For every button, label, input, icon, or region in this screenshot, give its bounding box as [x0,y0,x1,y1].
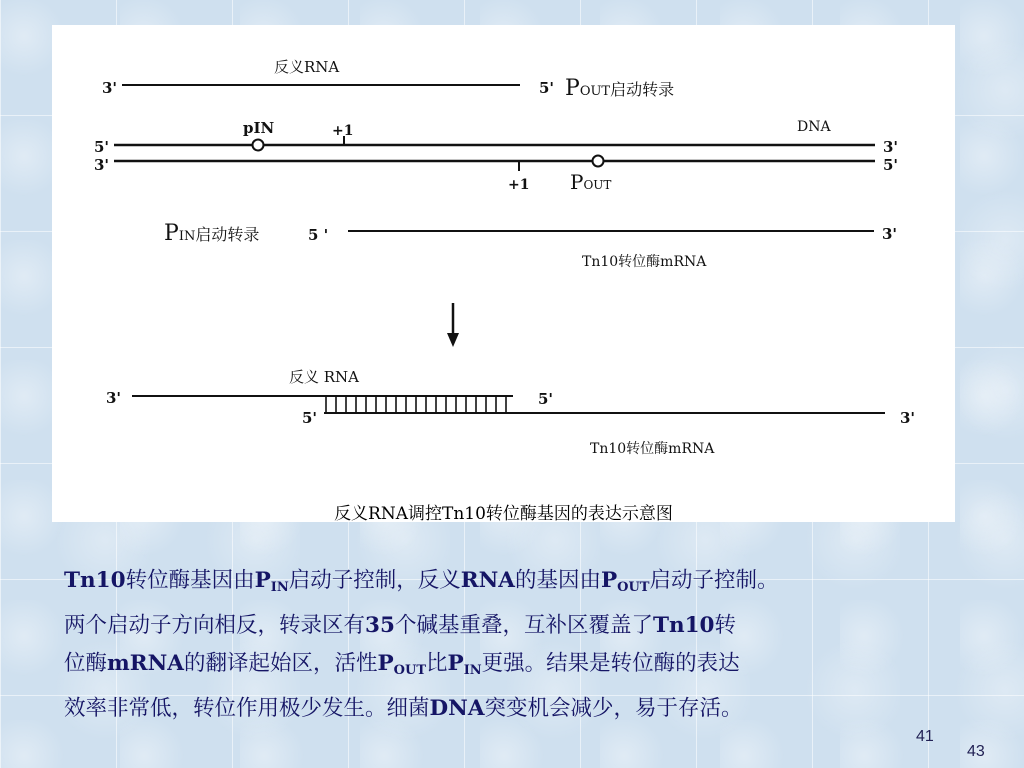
pout-promoter-circle [593,156,604,167]
text-segment: 转位酶基因由 [125,568,255,593]
pout-transcription-label: POUT启动转录 [565,76,675,101]
body-line-4 [64,690,984,728]
text-dna: DNA [429,696,485,721]
top-antisense-3-label: 3' [102,79,118,97]
text-sub-out: OUT [617,580,650,595]
pin-label: pIN [243,119,275,137]
text-rna: RNA [460,568,515,593]
antisense-rna-diagram [52,25,955,522]
text-35: 35 [365,613,395,638]
body-line-2 [64,607,984,645]
plus1-top-label: +1 [332,123,354,139]
bottom-antisense-3-label: 3' [106,389,122,407]
body-line-3 [64,645,984,690]
dna-strand1-left-label: 5' [94,138,110,156]
text-segment: 的翻译起始区，活性 [183,651,378,676]
figure-panel [52,25,955,522]
text-p: P [254,568,271,593]
text-p: P [447,651,464,676]
bottom-mrna-5-label: 5' [302,409,318,427]
inner-page-number: 41 [916,728,934,745]
dna-label: DNA [797,119,831,135]
complementary-base-pairs [326,396,506,413]
pout-marker-label: POUT [570,170,612,194]
text-p: P [377,651,394,676]
top-mrna-5-label: 5 ' [308,226,329,244]
bottom-antisense-rna-label: 反义 RNA [289,368,360,386]
dna-strand2-left-label: 3' [94,156,110,174]
top-antisense-rna-label: 反义RNA [274,58,340,76]
bottom-mrna-label: Tn10转位酶mRNA [590,441,715,457]
slide-number: 43 [967,743,985,760]
text-segment: 位酶 [64,651,108,676]
text-segment: 启动子控制。 [649,568,779,593]
text-segment: 突变机会减少，易于存活。 [484,696,743,721]
text-mrna: mRNA [107,651,184,676]
top-mrna-label: Tn10转位酶mRNA [582,254,707,270]
text-segment: 个碱基重叠，互补区覆盖了 [394,613,653,638]
text-segment: 启动子控制，反义 [288,568,461,593]
text-sub-out: OUT [393,663,426,678]
text-tn10: Tn10 [652,613,715,638]
bottom-antisense-5-label: 5' [538,390,554,408]
dna-strand2-right-label: 5' [883,156,899,174]
body-line-1 [64,562,984,607]
top-antisense-5-label: 5' [539,79,555,97]
plus1-bottom-label: +1 [508,177,530,193]
pin-promoter-circle [253,140,264,151]
text-tn10: Tn10 [64,568,126,593]
text-segment: 效率非常低，转位作用极少发生。细菌 [64,696,430,721]
pin-transcription-label: PIN启动转录 [164,221,260,246]
bottom-mrna-3-label: 3' [900,409,916,427]
text-sub-in: IN [270,580,289,595]
text-segment: 比 [426,651,448,676]
text-segment: 的基因由 [514,568,601,593]
figure-caption: 反义RNA调控Tn10转位酶基因的表达示意图 [334,504,673,524]
text-segment: 转 [714,613,737,638]
text-segment: 两个启动子方向相反，转录区有 [64,613,366,638]
text-segment: 更强。结果是转位酶的表达 [481,651,740,676]
down-arrow-head [447,333,459,347]
dna-strand1-right-label: 3' [883,138,899,156]
body-paragraph [64,562,984,728]
text-p: P [600,568,618,593]
text-sub-in: IN [463,663,482,678]
top-mrna-3-label: 3' [882,225,898,243]
